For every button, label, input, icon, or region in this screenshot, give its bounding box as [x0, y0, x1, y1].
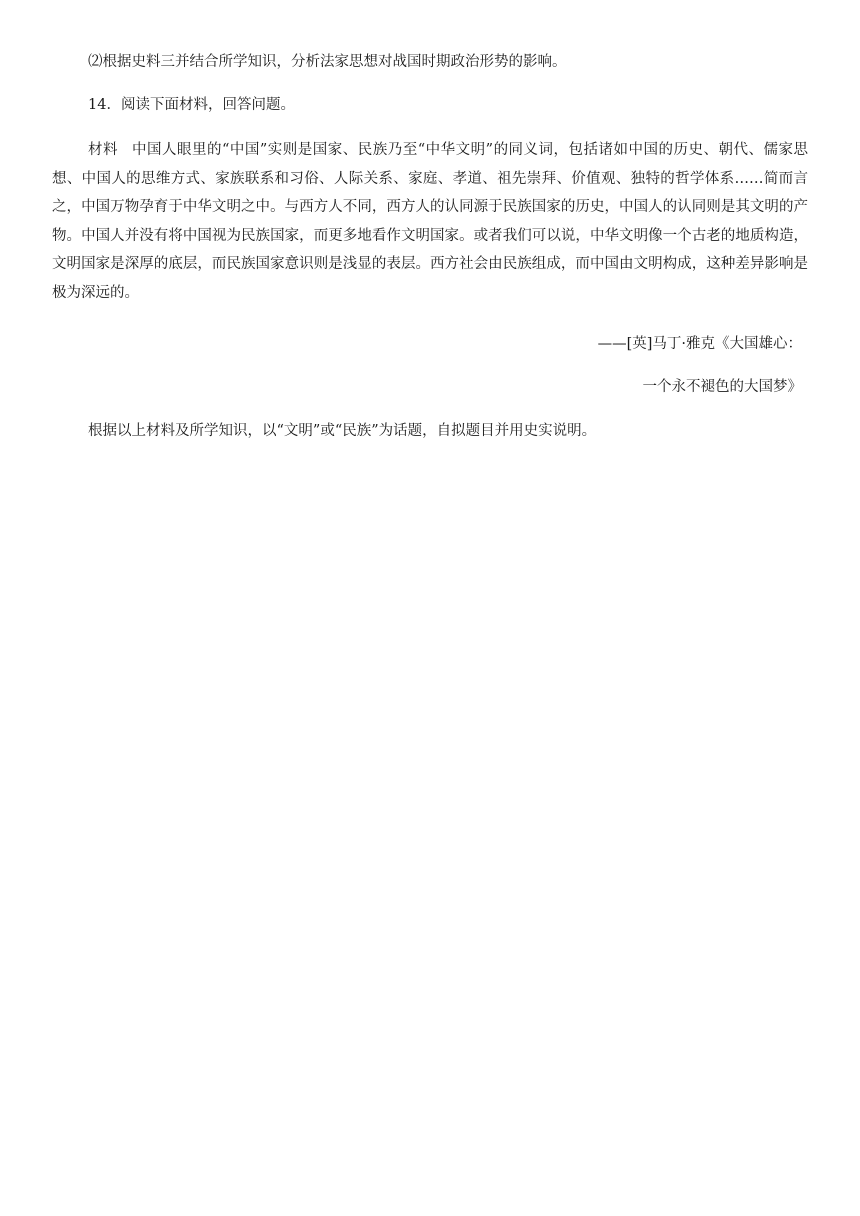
- material-source-line-1: ——[英]马丁·雅克《大国雄心：: [597, 336, 802, 352]
- material-text: 中国人眼里的“中国”实则是国家、民族乃至“中华文明”的同义词，包括诸如中国的历史、朝代、儒家思想、中国人的思维方式、家族联系和习俗、人际关系、家庭、孝道、祖先崇拜、价值观、独特的哲学体系……简而言之，中国万物孕育于中华文明之中。与西方人不同，西方人的认同源于民族国家的历史，中国人的认同则是其文明的产物。中国人并没有将中国视为民族国家，而更多地看作文明国家。或者我们可以说，中华文明像一个古老的地质构造，文明国家是深厚的底层，而民族国家意识则是浅显的表层。西方社会由民族组成，而中国由文明构成，这种差异影响是极为深远的。: [52, 142, 808, 301]
- question-14-prompt: 根据以上材料及所学知识，以“文明”或“民族”为话题，自拟题目并用史实说明。: [88, 423, 597, 439]
- question-14-heading: 14．阅读下面材料，回答问题。: [88, 97, 295, 113]
- material-passage: [52, 136, 808, 307]
- question-2-2-text: ⑵根据史料三并结合所学知识，分析法家思想对战国时期政治形势的影响。: [88, 54, 567, 70]
- material-label: 材料: [88, 142, 118, 158]
- material-source-line-2: 一个永不褪色的大国梦》: [642, 379, 802, 395]
